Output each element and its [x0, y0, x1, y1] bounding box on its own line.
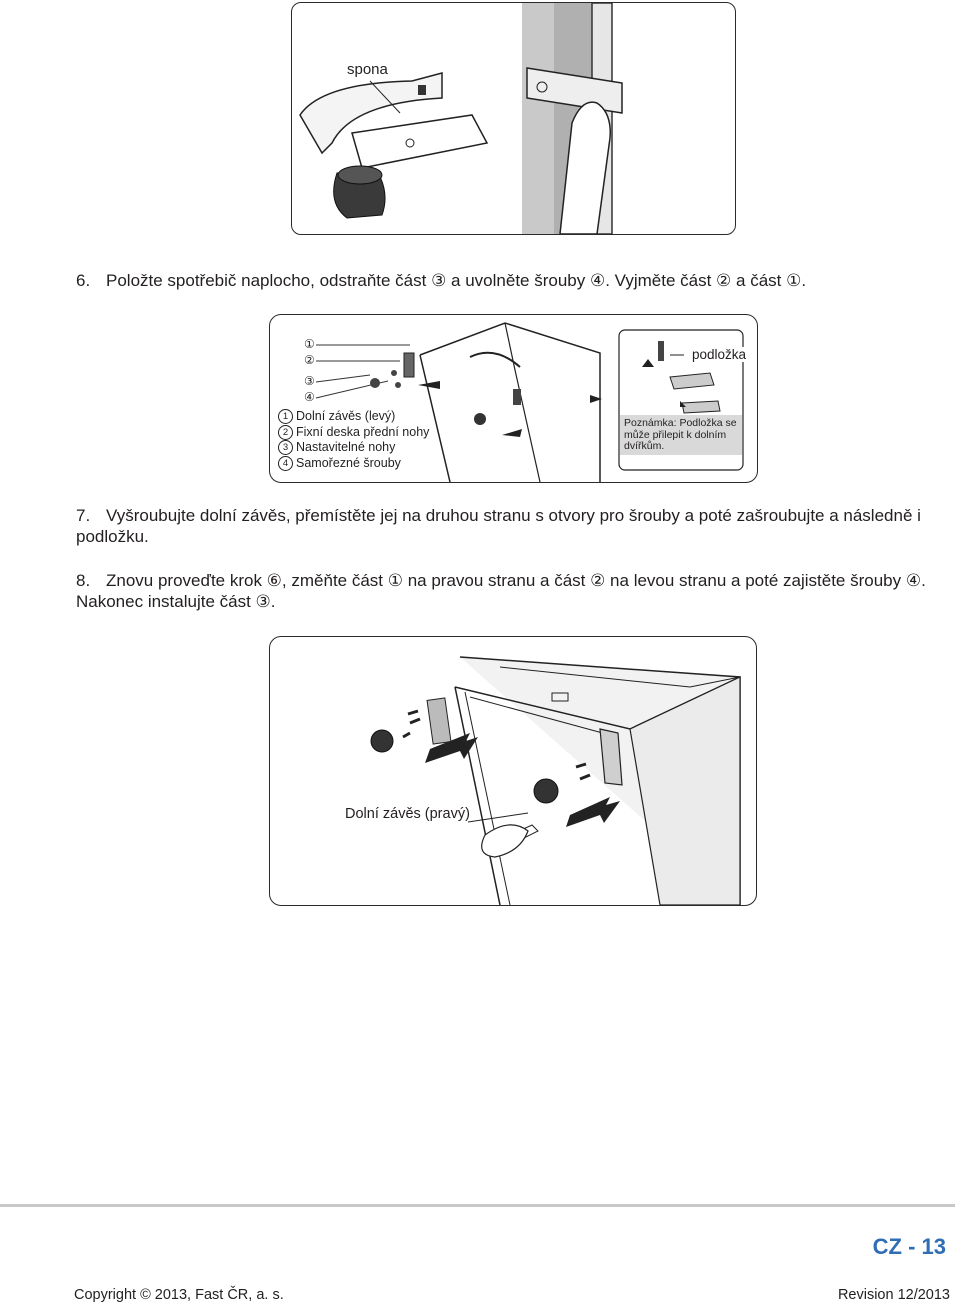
legend-number: 2	[278, 425, 293, 440]
revision: Revision 12/2013	[837, 1287, 950, 1303]
callout-podlozka: podložka	[692, 347, 747, 362]
step-8-text: Znovu proveďte krok ⑥, změňte část ① na pravou stranu a část ② na levou stranu a poté zajistěte šrouby ④. Nakonec instalujte část ③.	[76, 571, 926, 611]
footer-divider	[0, 1204, 955, 1207]
marker-3: ③	[304, 374, 315, 388]
step-8-number: 8.	[76, 571, 91, 590]
marker-1: ①	[304, 337, 315, 351]
legend-text: Nastavitelné nohy	[296, 440, 396, 454]
legend-item	[278, 409, 429, 425]
callout-dolni-zaves-pravy: Dolní závěs (pravý)	[345, 806, 470, 822]
figure-right-hinge	[269, 636, 757, 906]
copyright: Copyright © 2013, Fast ČR, a. s.	[74, 1287, 284, 1303]
figure-hinge-clip	[291, 2, 736, 235]
step-6-text: Položte spotřebič naplocho, odstraňte část ③ a uvolněte šrouby ④. Vyjměte část ② a část ①.	[106, 271, 807, 290]
marker-2: ②	[304, 353, 315, 367]
legend-item	[278, 456, 429, 472]
step-8	[76, 570, 956, 612]
step-6	[76, 270, 956, 291]
right-hinge-illustration	[270, 637, 756, 905]
step-7-number: 7.	[76, 506, 91, 525]
legend-number: 4	[278, 456, 293, 471]
marker-4: ④	[304, 390, 315, 404]
step-6-number: 6.	[76, 271, 91, 290]
legend-text: Fixní deska přední nohy	[296, 424, 430, 439]
legend-text: Dolní závěs (levý)	[296, 409, 396, 423]
legend-text: Samořezné šrouby	[296, 455, 401, 470]
step-7-text: Vyšroubujte dolní závěs, přemístěte jej na druhou stranu s otvory pro šrouby a poté zašroubujte a následně i podložku.	[76, 506, 921, 546]
parts-legend	[278, 409, 429, 471]
legend-number: 3	[278, 440, 293, 455]
note-box: Poznámka: Podložka se může přilepit k dolním dvířkům.	[620, 415, 742, 455]
callout-spona: spona	[347, 61, 388, 78]
legend-item	[278, 425, 429, 441]
legend-item	[278, 440, 429, 456]
step-7	[76, 505, 956, 547]
legend-number: 1	[278, 409, 293, 424]
hinge-clip-illustration	[292, 3, 735, 234]
page-number: CZ - 13	[872, 1234, 946, 1259]
